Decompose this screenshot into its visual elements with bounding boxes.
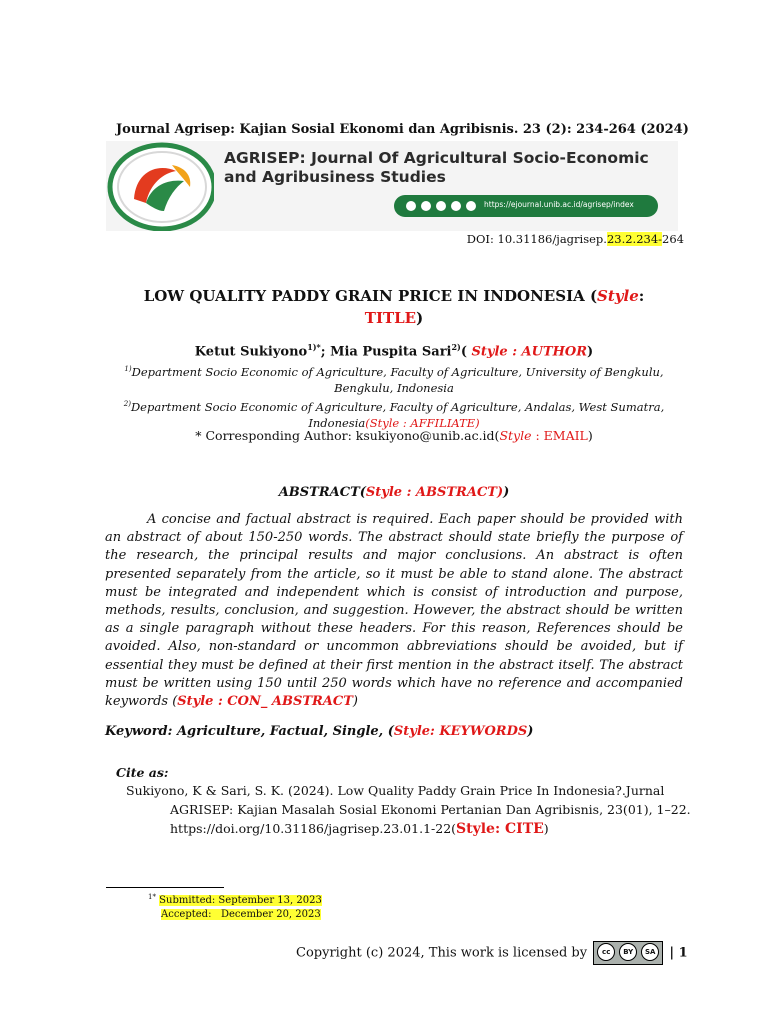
journal-citation-line: Journal Agrisep: Kajian Sosial Ekonomi dan Agribisnis. 23 (2): 234-264 (2024) [116,122,689,137]
corresponding-style-label: Style [499,428,532,443]
title-text: LOW QUALITY PADDY GRAIN PRICE IN INDONESIA ( [143,287,598,305]
abstract-heading-text: ABSTRACT( [278,485,366,500]
aff-style-label: (Style : AFFILIATE) [365,415,480,430]
citation [126,781,692,839]
author-1-sup: 1)* [307,342,321,352]
keywords-line [105,724,533,739]
author-2: ; Mia Puspita Sari [320,344,452,360]
abstract-heading [100,485,688,500]
title-close: ) [416,309,424,327]
by-icon: BY [619,943,637,961]
citation-style-label: Style: CITE [456,821,544,837]
aff-1-sup: 1) [124,365,132,373]
banner-dot-icon [421,201,431,211]
aff-2-text: Department Socio Economic of Agriculture, Faculty of Agriculture, Andalas, West Sumatra, Indonesia [130,399,665,430]
corresponding-style-value: : EMAIL [531,428,588,443]
author-open: ( [460,344,472,360]
footnote-accepted [161,909,321,920]
corresponding-text: * Corresponding Author: ksukiyono@unib.ac.id( [195,428,500,443]
aff-2-sup: 2) [123,400,131,408]
affiliation-2 [100,396,688,431]
title-style-value: TITLE [364,309,417,327]
paper-title [100,285,688,329]
keywords-close: ) [527,724,534,739]
doi-highlight: 23.2.234- [606,232,663,246]
accepted-date: Accepted: December 20, 2023 [161,909,321,920]
author-1: Ketut Sukiyono [194,344,308,360]
keywords-style-label: Style: KEYWORDS [393,724,528,739]
author-line [100,342,688,359]
doi-line [467,232,684,246]
footnote-marker: 1* [148,893,156,901]
abstract-body-close: ) [352,694,358,710]
banner-url-pill [394,195,658,217]
banner-journal-name: AGRISEP: Journal Of Agricultural Socio-Economic and Agribusiness Studies [224,149,649,186]
banner-dot-icon [466,201,476,211]
doi-suffix: 264 [662,232,684,246]
citation-close: ) [543,821,549,836]
banner-dot-icon [451,201,461,211]
corresponding-author [100,428,688,443]
footnote-rule [106,887,224,888]
keywords-text: Keyword: Agriculture, Factual, Single, ( [105,724,394,739]
abstract-style-label: Style : ABSTRACT) [365,485,504,500]
title-style-colon: : [638,287,645,305]
citation-text: Sukiyono, K & Sari, S. K. (2024). Low Quality Paddy Grain Price In Indonesia?.Jurnal AGRISEP: Kajian Masalah Sosial Ekonomi Pertanian Dan Agribisnis, 23(01), 1–22. https://doi.org/10.31186/jagrisep.23.01.1-22( [126,783,691,836]
copyright-footer [296,941,688,965]
page-number: | 1 [669,945,688,961]
copyright-text: Copyright (c) 2024, This work is licensed by [296,945,588,961]
author-close: ) [587,344,594,360]
author-2-sup: 2) [451,342,461,352]
abstract-body [105,511,683,711]
banner-dot-icon [436,201,446,211]
banner-url[interactable]: https://ejournal.unib.ac.id/agrisep/index [484,200,634,209]
journal-logo-icon [106,141,214,231]
author-style-label: Style : AUTHOR [471,344,588,360]
submitted-date: Submitted: September 13, 2023 [159,895,322,907]
aff-1-text: Department Socio Economic of Agriculture, Faculty of Agriculture, University of Bengkulu, Bengkulu, Indonesia [131,364,664,395]
abstract-body-style-label: Style : CON_ ABSTRACT [177,694,353,710]
sa-icon: SA [641,943,659,961]
affiliation-1 [100,361,688,396]
corresponding-close: ) [587,428,593,443]
abstract-heading-close: ) [503,485,510,500]
banner-dot-icon [406,201,416,211]
abstract-text: A concise and factual abstract is required. Each paper should be provided with an abstract of about 150-250 words. The abstract should state briefly the purpose of the research, the principal results and major conclusions. An abstract is often presented separately from the article, so it must be able to stand alone. The abstract must be integrated and independent which is consist of introduction and purpose, methods, results, conclusion, and suggestion. However, the abstract should be written as a single paragraph without these headers. For this reason, References should be avoided. Also, non-standard or uncommon abbreviations should be avoided, but if essential they must be defined at their first mention in the abstract itself. The abstract must be written using 150 until 250 words which have no reference and accompanied keywords ( [105,512,683,710]
cc-icon: cc [597,943,615,961]
doi-prefix: DOI: 10.31186/jagrisep. [466,232,607,246]
title-style-label: Style [597,287,639,305]
footnote-submitted [148,893,322,906]
cite-label: Cite as: [116,765,169,780]
cc-license-badge[interactable] [593,941,663,965]
journal-banner [106,141,678,231]
